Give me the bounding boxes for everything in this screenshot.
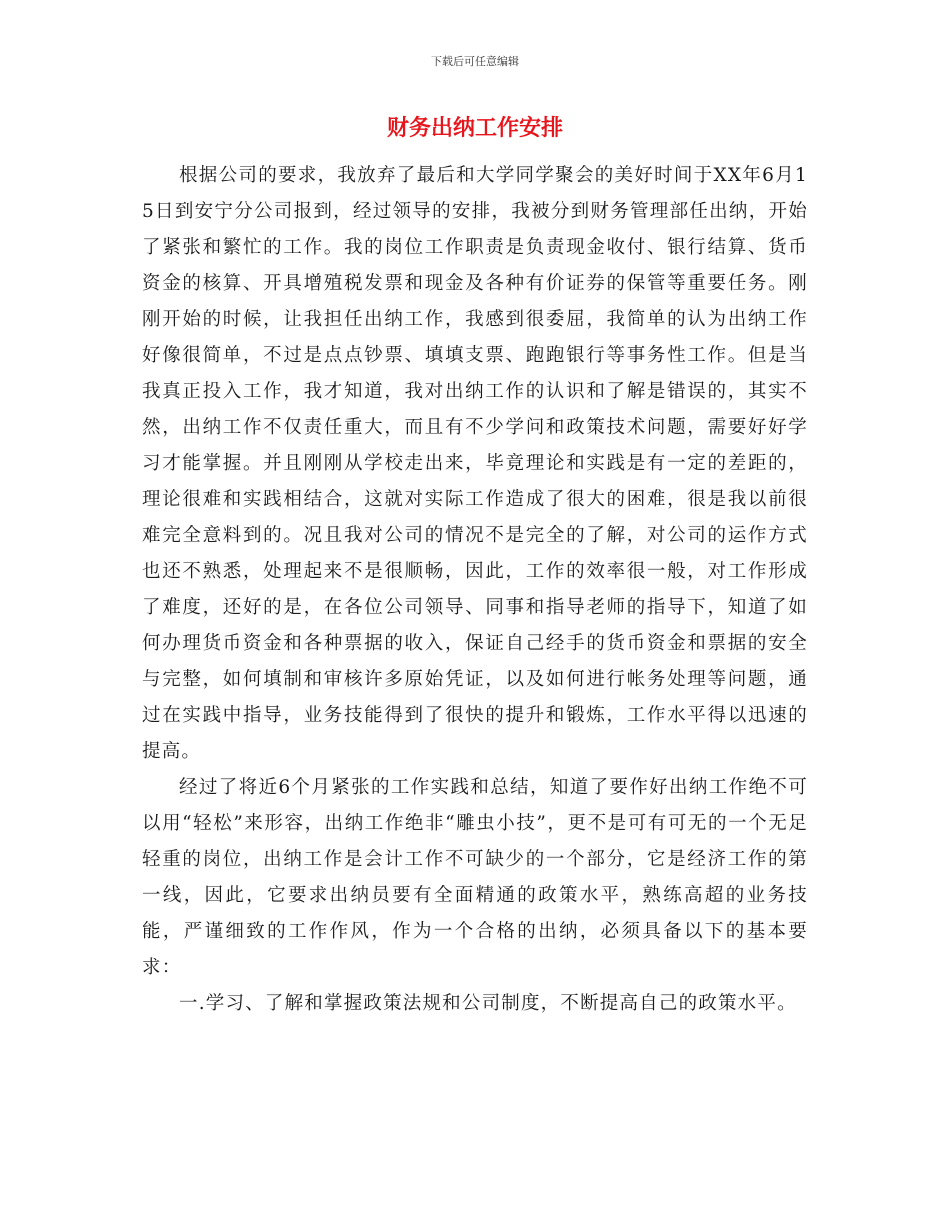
page-header-note: 下载后可任意编辑 [431,55,519,68]
paragraph-intro: 根据公司的要求，我放弃了最后和大学同学聚会的美好时间于XX年6月15日到安宁分公司报到，经过领导的安排，我被分到财务管理部任出纳，开始了紧张和繁忙的工作。我的岗位工作职责是负责现金收付、银行结算、货币资金的核算、开具增殖税发票和现金及各种有价证券的保管等重要任务。刚刚开始的时候，让我担任出纳工作，我感到很委屈，我简单的认为出纳工作好像很简单，不过是点点钞票、填填支票、跑跑银行等事务性工作。但是当我真正投入工作，我才知道，我对出纳工作的认识和了解是错误的，其实不然，出纳工作不仅责任重大，而且有不少学问和政策技术问题，需要好好学习才能掌握。并且刚刚从学校走出来，毕竟理论和实践是有一定的差距的，理论很难和实践相结合，这就对实际工作造成了很大的困难，很是我以前很难完全意料到的。况且我对公司的情况不是完全的了解，对公司的运作方式也还不熟悉，处理起来不是很顺畅，因此，工作的效率很一般，对工作形成了难度，还好的是，在各位公司领导、同事和指导老师的指导下，知道了如何办理货币资金和各种票据的收入，保证自己经手的货币资金和票据的安全与完整，如何填制和审核许多原始凭证，以及如何进行帐务处理等问题，通过在实践中指导，业务技能得到了很快的提升和锻炼，工作水平得以迅速的提高。 [142,165,808,762]
paragraph-requirements: 经过了将近6个月紧张的工作实践和总结，知道了要作好出纳工作绝不可以用“轻松”来形容，出纳工作绝非“雕虫小技”，更不是可有可无的一个无足轻重的岗位，出纳工作是会计工作不可缺少的一个部分，它是经济工作的第一线，因此，它要求出纳员要有全面精通的政策水平，熟练高超的业务技能，严谨细致的工作作风，作为一个合格的出纳，必须具备以下的基本要求： [142,777,808,978]
document-body [142,158,808,1022]
document-title: 财务出纳工作安排 [386,116,563,141]
paragraph-item-one: 一.学习、了解和掌握政策法规和公司制度，不断提高自己的政策水平。 [179,993,797,1014]
